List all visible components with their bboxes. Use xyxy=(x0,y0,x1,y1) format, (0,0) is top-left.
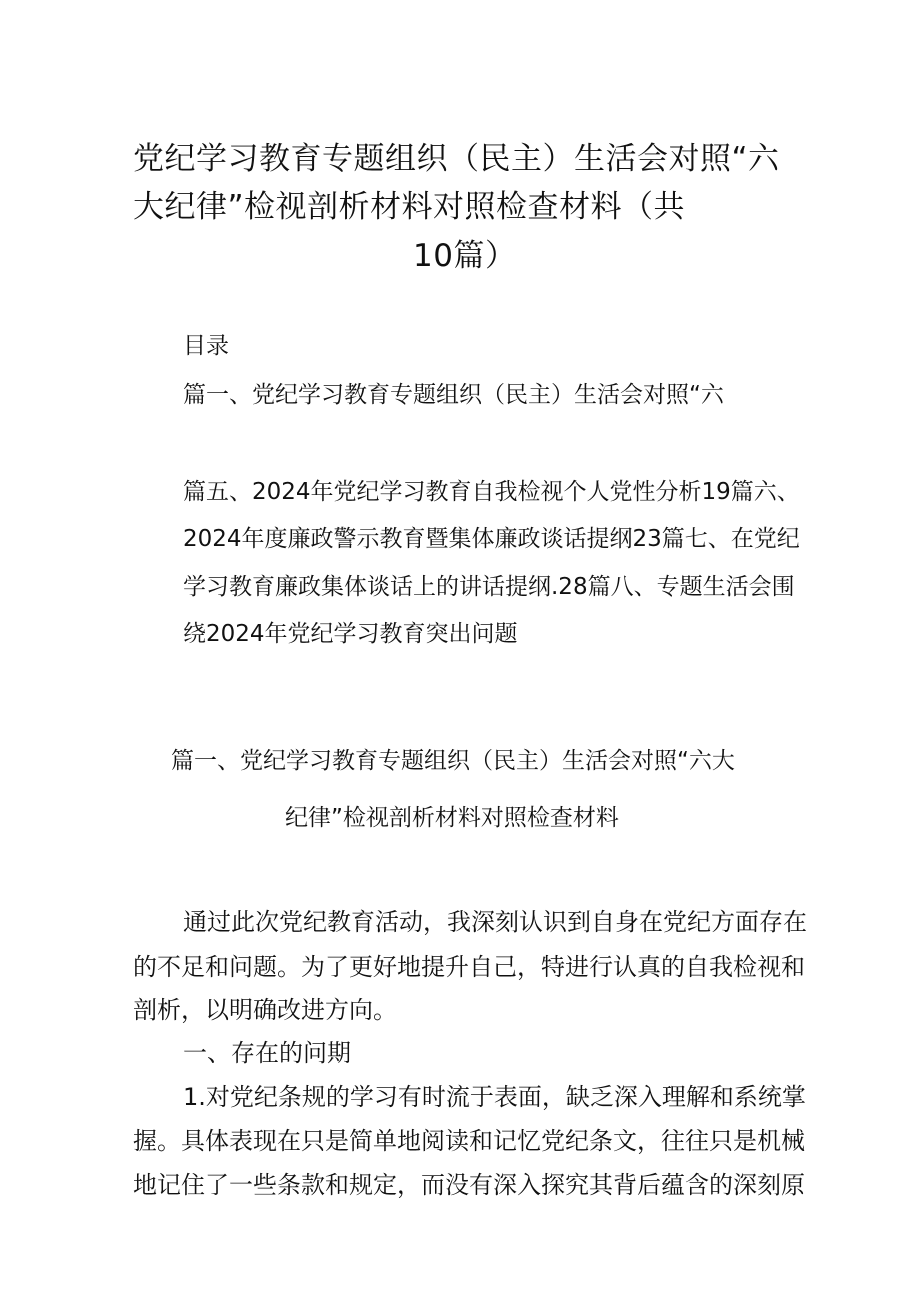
document-title-line-3: 10篇） xyxy=(413,238,517,274)
point-1-line-3: 地记住了一些条款和规定，而没有深入探究其背后蕴含的深刻原 xyxy=(133,1171,805,1199)
toc-line-5: 绕2024年党纪学习教育突出问题 xyxy=(183,621,518,647)
section-title-line-2: 纪律”检视剖析材料对照检查材料 xyxy=(285,805,619,831)
toc-line-2: 篇五、2024年党纪学习教育自我检视个人党性分析19篇六、 xyxy=(183,479,800,505)
intro-paragraph-line-1: 通过此次党纪教育活动，我深刻认识到自身在党纪方面存在 xyxy=(183,908,807,936)
intro-paragraph-line-2: 的不足和问题。为了更好地提升自己，特进行认真的自我检视和 xyxy=(133,953,805,981)
intro-paragraph-line-3: 剖析，以明确改进方向。 xyxy=(133,996,397,1024)
point-1-line-2: 握。具体表现在只是简单地阅读和记忆党纪条文，往往只是机械 xyxy=(133,1127,805,1155)
point-1-line-1: 1.对党纪条规的学习有时流于表面，缺乏深入理解和系统掌 xyxy=(183,1083,806,1111)
subheading: 一、存在的问期 xyxy=(183,1039,351,1067)
toc-item-1: 篇一、党纪学习教育专题组织（民主）生活会对照“六 xyxy=(183,382,724,408)
toc-heading: 目录 xyxy=(183,333,229,359)
toc-line-4: 学习教育廉政集体谈话上的讲话提纲.28篇八、专题生活会围 xyxy=(183,574,795,600)
document-title-line-2: 大纪律”检视剖析材料对照检查材料（共 xyxy=(133,189,686,225)
toc-line-3: 2024年度廉政警示教育暨集体廉政谈话提纲23篇七、在党纪 xyxy=(183,526,800,552)
section-title-line-1: 篇一、党纪学习教育专题组织（民主）生活会对照“六大 xyxy=(171,748,735,774)
document-title-line-1: 党纪学习教育专题组织（民主）生活会对照“六 xyxy=(133,141,780,177)
